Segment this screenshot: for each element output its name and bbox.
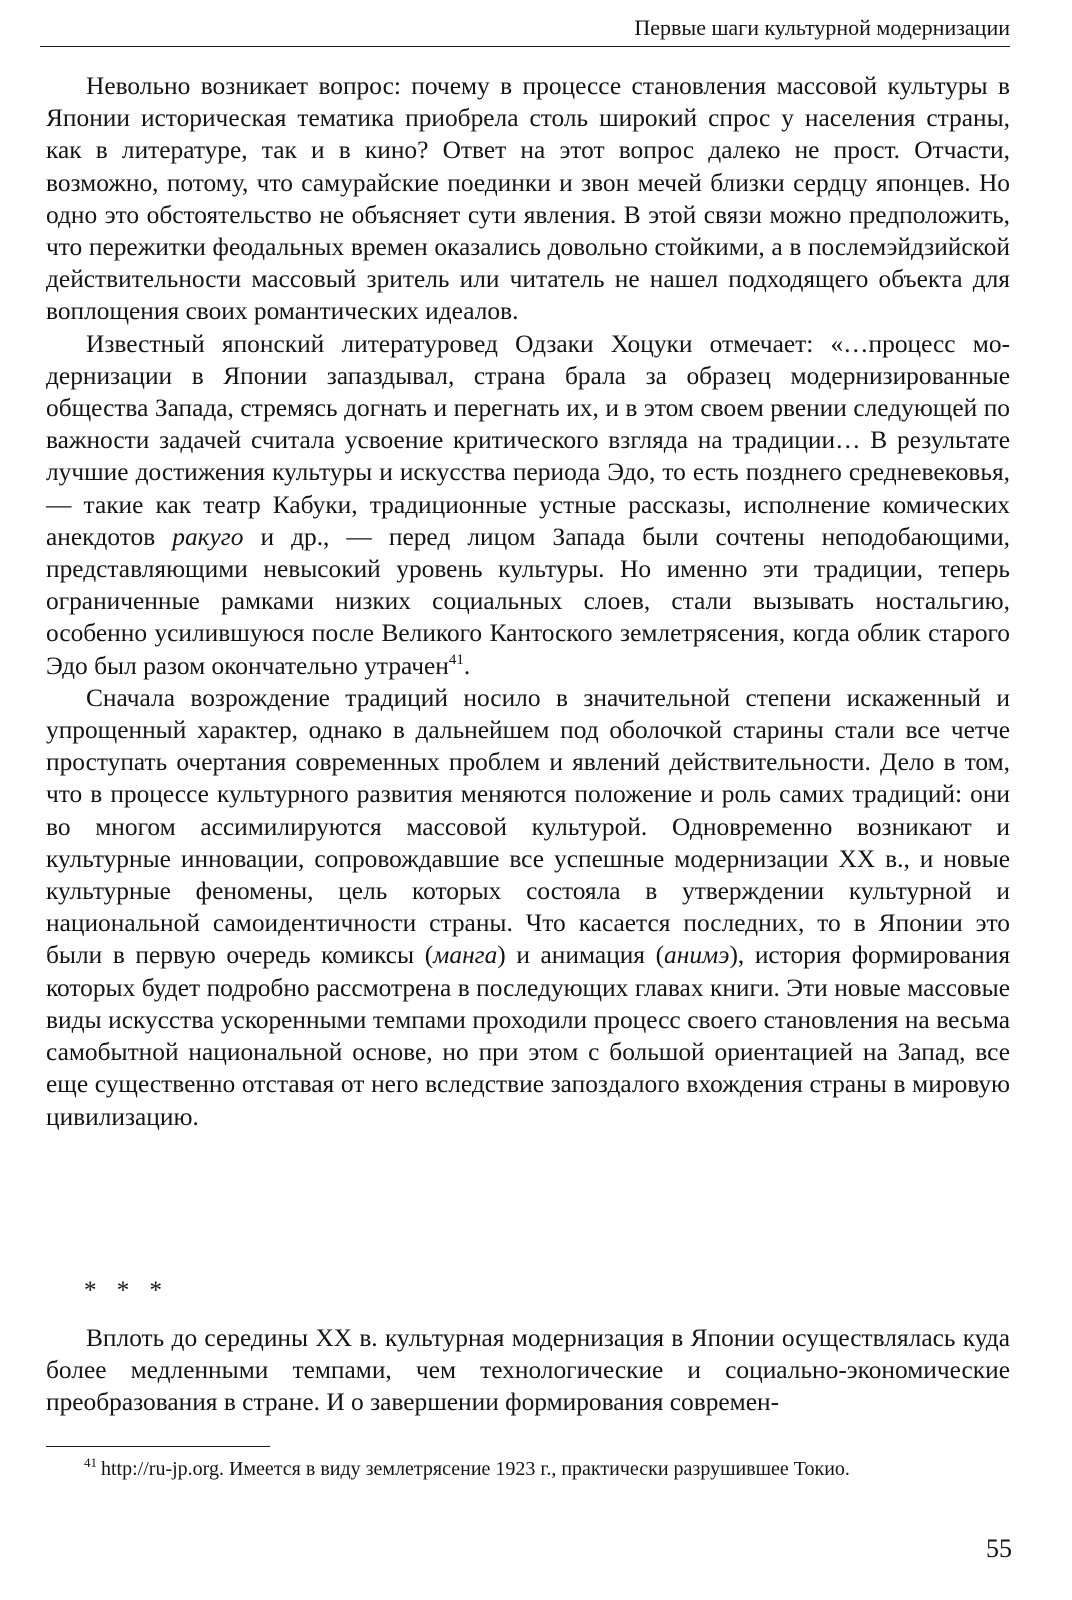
paragraph-1-text: Невольно возникает вопрос: почему в процессе становления массовой культуры в Японии историческая тематика приобрела столь широкий спрос у населения страны, как в литературе, так и в кино? Ответ на этот вопрос далеко не прост. Отчасти, возможно, потому, что самурайские поединки и звон мечей близки сердцу японцев. Но одно это обстоятельство не объясняет сути явления. В этой связи можно предположить, что пережитки феодальных времен оказались довольно стойкими, а в послемэйдзийской действительности массовый зритель или читатель не нашел подходящего объекта для воплощения своих романтических идеалов. (46, 72, 1010, 326)
footnote-text: http://ru-jp.org. Имеется в виду землетрясение 1923 г., практически разрушившее Токио. (101, 1458, 850, 1480)
main-text (46, 70, 1010, 1133)
paragraph-3 (46, 682, 1010, 1133)
paragraph-3-text-part-3: ), история формирования которых будет подробно рассмотрена в последующих главах книги. Эти новые массовые виды искусства ускоренными темпами проходили процесс своего становления на весьма самобытной национальной основе, но при этом с большой ориентацией на Запад, все еще существенно отставая от него вследствие запоздалого вхождения страны в мировую цивилизацию. (46, 941, 1010, 1131)
paragraph-4-text: Вплоть до середины XX в. культурная модернизация в Японии осуществлялась куда более медленными темпами, чем технологические и социально-экономические преобразования в стране. И о завершении формирования современ- (46, 1324, 1010, 1417)
paragraph-2-text-part-2: и др., — перед лицом Запада были сочтены неподобающими, представляющими невысокий уровень культуры. Но именно эти традиции, теперь ограниченные рамками низких социальных слоев, стали вызывать ностальгию, особенно усилившуюся после Великого Кантоского землетрясения, когда облик старого Эдо был разом окончательно утрачен (46, 522, 1011, 680)
footnote-reference[interactable]: 41 (448, 651, 464, 668)
running-title: Первые шаги культурной модернизации (634, 15, 1010, 40)
paragraph-1 (46, 70, 1010, 328)
paragraph-3-text-part-2: ) и анимация ( (497, 941, 665, 970)
footnote (84, 1456, 1010, 1482)
term-manga: манга (433, 941, 498, 970)
term-anime: анимэ (664, 941, 730, 970)
footnote-number: 41 (84, 1455, 97, 1470)
paragraph-2-text-part-1: Известный японский литературовед Одзаки Хоцуки отмечает: «…процесс модернизации в Японии запаздывал, страна брала за образец модернизированные общества Запада, стремясь догнать и перегнать их, и в этом своем рвении следующей по важности задачей считала усвоение критического взгляда на традиции… В результате лучшие достижения культуры и искусства периода Эдо, то есть позднего средневековья, — такие как театр Кабуки, традиционные устные рассказы, исполнение комических анекдотов (46, 329, 1010, 551)
section-separator: * * * (84, 1277, 162, 1304)
term-rakugo: ракуго (172, 522, 244, 551)
paragraph-3-text-part-1: Сначала возрождение традиций носило в значительной степени искаженный и упрощенный характер, однако в дальнейшем под оболочкой старины стали все четче проступать очертания современных проблем и явлений действительности. Дело в том, что в процессе культурного развития меняются положение и роль самих традиций: они во многом ассимилируются массовой культурой. Одновременно возникают и культурные инновации, сопровождавшие все успешные модернизации XX в., и новые культурные феномены, цель которых состояла в утверждении культурной и национальной самоидентичности страны. Что касается последних, то в Японии это были в первую очередь комиксы ( (46, 683, 1010, 970)
page-number: 55 (986, 1534, 1012, 1563)
paragraph-2-text-part-3: . (463, 651, 471, 680)
footnote-rule (46, 1446, 270, 1447)
paragraph-4 (46, 1322, 1010, 1419)
header-rule (40, 46, 1010, 47)
final-text (46, 1322, 1010, 1419)
paragraph-2 (46, 328, 1010, 682)
